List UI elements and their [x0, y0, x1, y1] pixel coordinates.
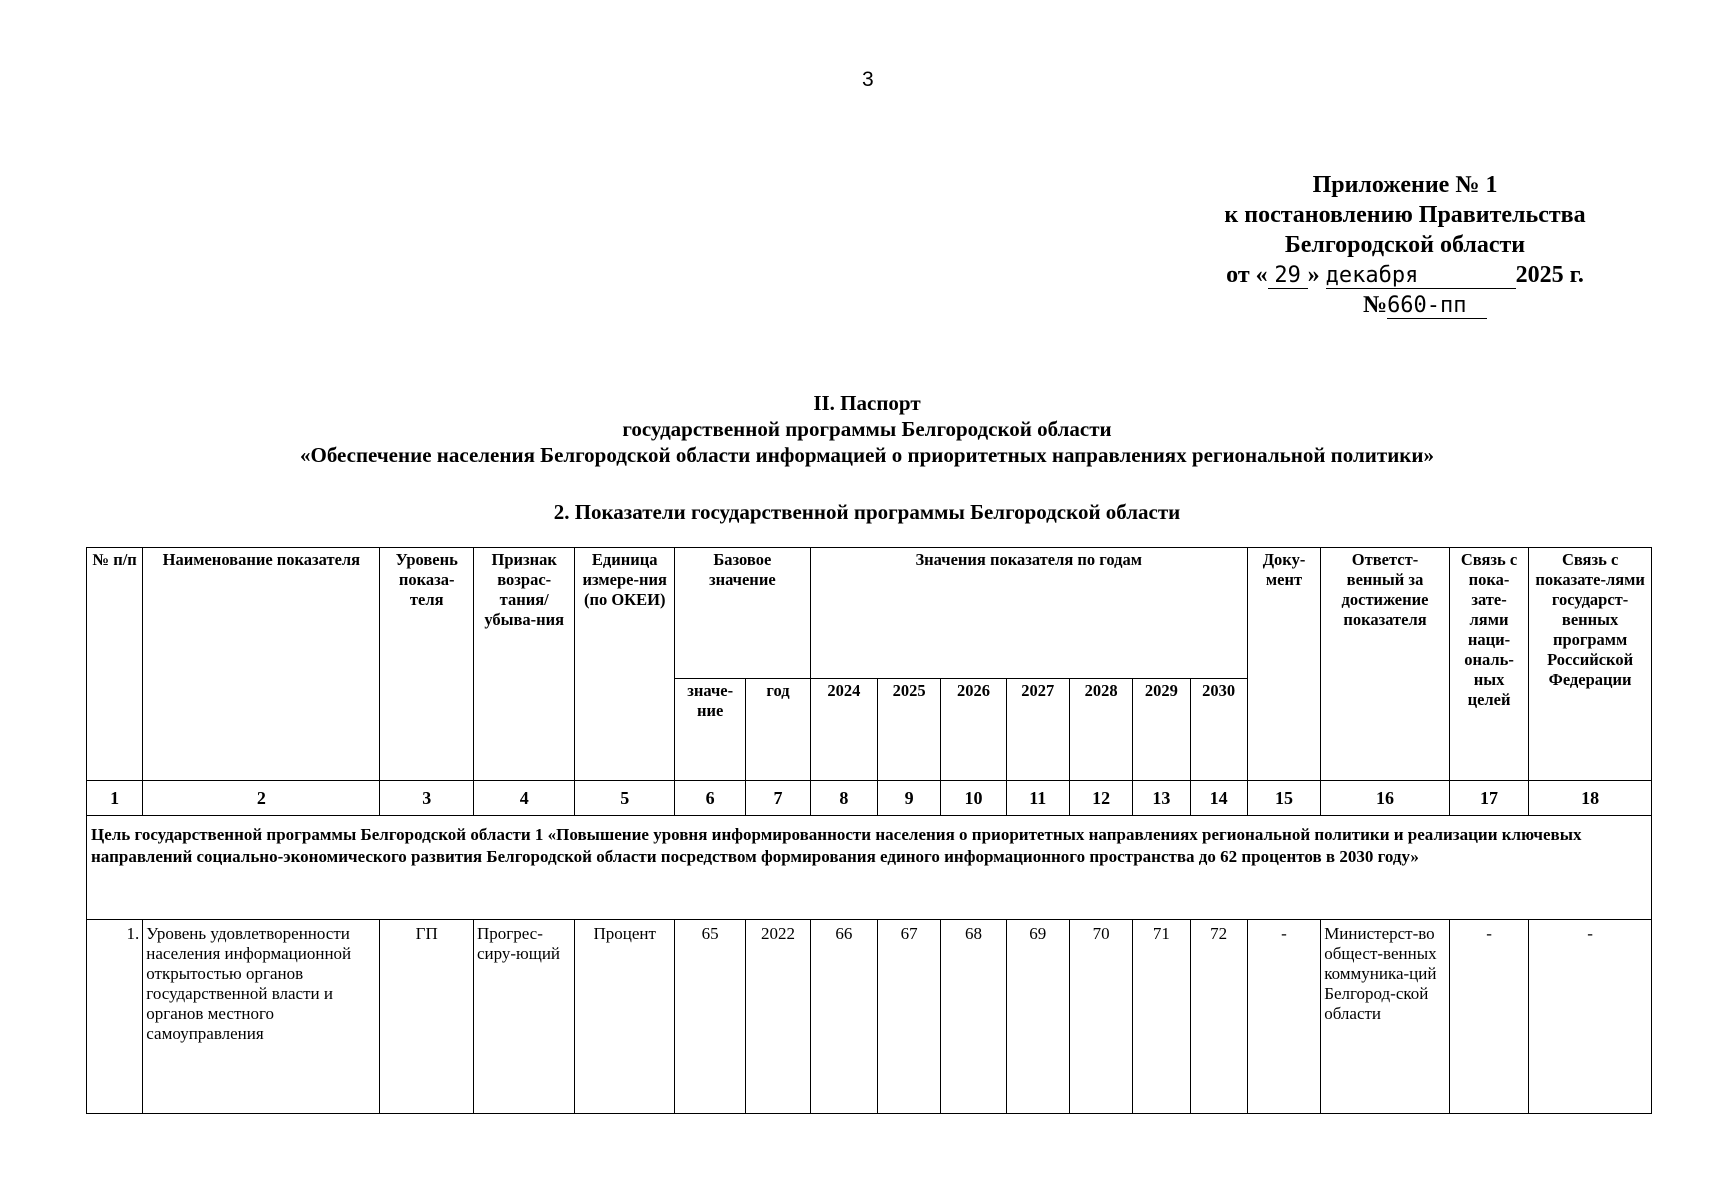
- year-value: 68: [941, 920, 1006, 1114]
- table-row: [87, 920, 1652, 1114]
- goal-row: [87, 816, 1652, 920]
- header-year: 2027: [1006, 679, 1069, 781]
- program-goal: Цель государственной программы Белгородской области 1 «Повышение уровня информированности населения о приоритетных направлениях региональной политики и реализации ключевых направлений социально-экономического развития Белгородской области посредством формирования единого информационного пространства до 62 процентов в 2030 году»: [87, 816, 1652, 920]
- annex-decree-line: к постановлению Правительства: [1224, 202, 1586, 228]
- row-no: 1.: [87, 920, 143, 1114]
- indicator-level: ГП: [380, 920, 473, 1114]
- header-base-value: значе-ние: [674, 679, 745, 781]
- column-number: 13: [1133, 781, 1190, 816]
- date-year: 2025 г.: [1515, 262, 1584, 288]
- link-federal-value: -: [1529, 920, 1652, 1114]
- header-year: 2028: [1069, 679, 1132, 781]
- document-value: -: [1247, 920, 1320, 1114]
- column-number: 8: [810, 781, 877, 816]
- year-value: 67: [877, 920, 940, 1114]
- header-year: 2029: [1133, 679, 1190, 781]
- year-value: 66: [810, 920, 877, 1114]
- date-prefix: от «: [1226, 262, 1268, 288]
- responsible-body: Министерст-во общест-венных коммуника-ций Белгород-ской области: [1321, 920, 1450, 1114]
- header-base: Базовое значение: [674, 548, 810, 679]
- column-number: 15: [1247, 781, 1320, 816]
- link-national-value: -: [1449, 920, 1528, 1114]
- column-number: 2: [143, 781, 380, 816]
- year-value: 70: [1069, 920, 1132, 1114]
- column-number: 5: [575, 781, 675, 816]
- column-number: 1: [87, 781, 143, 816]
- base-year: 2022: [746, 920, 810, 1114]
- annex-title: Приложение № 1: [1312, 172, 1498, 198]
- column-number: 3: [380, 781, 473, 816]
- column-numbers-row: [87, 781, 1652, 816]
- header-link-national: Связь с пока-зате-лями наци-ональ-ных целей: [1449, 548, 1528, 781]
- column-number: 17: [1449, 781, 1528, 816]
- column-number: 4: [473, 781, 575, 816]
- column-number: 9: [877, 781, 940, 816]
- column-number: 18: [1529, 781, 1652, 816]
- passport-heading: [80, 390, 1654, 468]
- column-number: 14: [1190, 781, 1247, 816]
- base-value: 65: [674, 920, 745, 1114]
- indicator-trend: Прогрес-сиру-ющий: [473, 920, 575, 1114]
- section-title: 2. Показатели государственной программы Белгородской области: [553, 500, 1181, 524]
- date-month: декабря: [1326, 264, 1516, 289]
- column-number: 16: [1321, 781, 1450, 816]
- indicators-table: [86, 547, 1652, 1114]
- annex-region-line: Белгородской области: [1284, 232, 1526, 258]
- header-document: Доку-мент: [1247, 548, 1320, 781]
- annex-block: [1180, 170, 1630, 320]
- header-unit: Единица измере-ния (по ОКЕИ): [575, 548, 675, 781]
- program-name: «Обеспечение населения Белгородской области информацией о приоритетных направлениях региональной политики»: [299, 443, 1434, 467]
- year-value: 71: [1133, 920, 1190, 1114]
- header-year: 2025: [877, 679, 940, 781]
- column-number: 7: [746, 781, 810, 816]
- header-year: 2030: [1190, 679, 1247, 781]
- page-number: 3: [862, 68, 874, 91]
- header-year: 2026: [941, 679, 1006, 781]
- indicator-unit: Процент: [575, 920, 675, 1114]
- header-link-federal: Связь с показате-лями государст-венных программ Российской Федерации: [1529, 548, 1652, 781]
- annex-date-line: [1180, 260, 1630, 290]
- passport-title: II. Паспорт: [813, 391, 921, 415]
- header-level: Уровень показа-теля: [380, 548, 473, 781]
- number-prefix: №: [1362, 292, 1388, 318]
- date-day: 29: [1268, 264, 1308, 289]
- header-responsible: Ответст-венный за достижение показателя: [1321, 548, 1450, 781]
- date-quote-close: »: [1307, 262, 1320, 288]
- header-name: Наименование показателя: [143, 548, 380, 781]
- passport-subtitle: государственной программы Белгородской области: [622, 417, 1112, 441]
- indicator-name: Уровень удовлетворенности населения информационной открытостью органов государственной власти и органов местного самоуправления: [143, 920, 380, 1114]
- header-years: Значения показателя по годам: [810, 548, 1247, 679]
- annex-number-line: [1180, 290, 1630, 320]
- header-no: № п/п: [87, 548, 143, 781]
- column-number: 12: [1069, 781, 1132, 816]
- column-number: 6: [674, 781, 745, 816]
- header-base-year: год: [746, 679, 810, 781]
- year-value: 69: [1006, 920, 1069, 1114]
- header-trend: Признак возрас-тания/ убыва-ния: [473, 548, 575, 781]
- header-year: 2024: [810, 679, 877, 781]
- decree-number: 660-пп: [1387, 294, 1487, 319]
- column-number: 11: [1006, 781, 1069, 816]
- column-number: 10: [941, 781, 1006, 816]
- year-value: 72: [1190, 920, 1247, 1114]
